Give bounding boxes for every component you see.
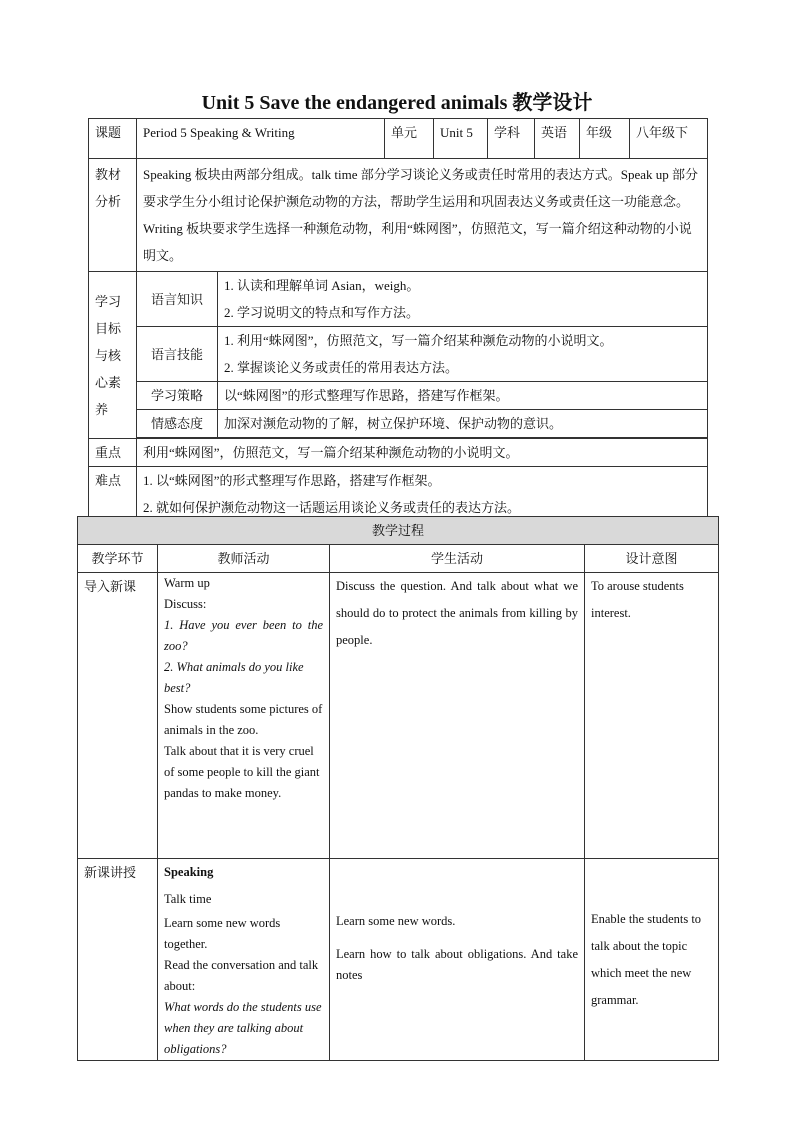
col-student: 学生活动 [330,545,585,573]
process-header: 教学过程 [78,517,719,545]
teacher-speaking: Speaking [164,865,214,879]
teacher-talk: Talk about that it is very cruel of some people to kill the giant pandas to make money. [164,744,320,800]
col-teacher: 教师活动 [158,545,330,573]
student-new-words: Learn some new words. [336,914,456,928]
unit-label: 单元 [385,119,434,159]
subject-value: 英语 [535,119,580,159]
info-table [88,118,708,523]
unit-value: Unit 5 [434,119,488,159]
page-title: Unit 5 Save the endangered animals 教学设计 [201,92,593,114]
col-intent: 设计意图 [585,545,719,573]
skills-item-1: 1. 利用“蛛网图”，仿照范文，写一篇介绍某种濒危动物的小说明文。 [224,333,613,348]
strategy-text: 以“蛛网图”的形式整理写作思路，搭建写作框架。 [218,382,708,410]
attitude-text: 加深对濒危动物的了解，树立保护环境、保护动物的意识。 [218,410,708,438]
difficulty-label: 难点 [89,467,137,523]
teacher-warmup: Warm up [164,576,210,590]
teacher-talk-time: Talk time [164,892,212,906]
topic-label: 课题 [89,119,137,159]
subject-label: 学科 [488,119,535,159]
grade-value: 八年级下 [630,119,708,159]
knowledge-item-1: 1. 认读和理解单词 Asian，weigh。 [224,278,420,293]
intent-intro: To arouse students interest. [585,573,719,859]
teacher-question-1: 1. Have you ever been to the zoo? [164,618,323,653]
difficulty-item-2: 2. 就如何保护濒危动物这一话题运用谈论义务或责任的表达方法。 [143,500,521,515]
knowledge-label: 语言知识 [137,272,218,327]
stage-intro: 导入新课 [78,573,158,859]
teacher-pictures: Show students some pictures of animals in the zoo. [164,702,323,737]
col-stage: 教学环节 [78,545,158,573]
process-table [77,516,719,1061]
grade-label: 年级 [580,119,630,159]
topic-value: Period 5 Speaking & Writing [137,119,385,159]
knowledge-item-2: 2. 学习说明文的特点和写作方法。 [224,305,420,320]
student-obligations: Learn how to talk about obligations. And take notes [336,947,578,982]
intent-new: Enable the students to talk about the topic which meet the new grammar. [585,859,719,1061]
difficulty-item-1: 1. 以“蛛网图”的形式整理写作思路，搭建写作框架。 [143,473,441,488]
teacher-new-words: Learn some new words together. [164,916,281,951]
teacher-question: What words do the students use when they are talking about obligations? [164,1000,322,1056]
goals-label: 学习目标与核心素养 [89,272,137,439]
skills-item-2: 2. 掌握谈论义务或责任的常用表达方法。 [224,360,459,375]
teacher-read: Read the conversation and talk about: [164,958,319,993]
skills-label: 语言技能 [137,327,218,382]
attitude-label: 情感态度 [137,410,218,438]
teacher-discuss: Discuss: [164,597,207,611]
strategy-label: 学习策略 [137,382,218,410]
analysis-text: Speaking 板块由两部分组成。talk time 部分学习谈论义务或责任时常用的表达方式。Speak up 部分要求学生分小组讨论保护濒危动物的方法，帮助学生运用和巩固表达义务或责任这一功能意念。Writing 板块要求学生选择一种濒危动物，利用“蛛网图”，仿照范文，写一篇介绍这种动物的小说明文。 [137,159,708,272]
key-point-label: 重点 [89,439,137,467]
analysis-label: 教材分析 [89,159,137,272]
student-intro: Discuss the question. And talk about what we should do to protect the animals from killing by people. [330,573,585,859]
stage-new: 新课讲授 [78,859,158,1061]
key-point-text: 利用“蛛网图”，仿照范文，写一篇介绍某种濒危动物的小说明文。 [137,439,708,467]
teacher-question-2: 2. What animals do you like best? [164,660,304,695]
